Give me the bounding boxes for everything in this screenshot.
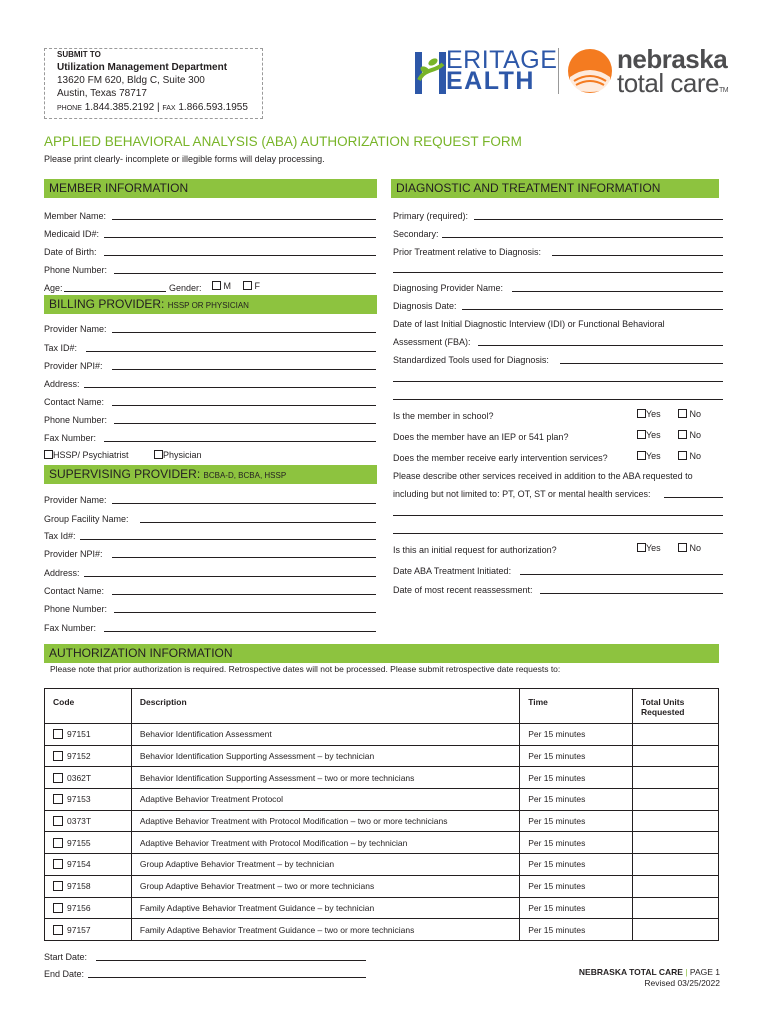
ntc-logo-line-2 — [617, 68, 728, 99]
billing-provider-name-field[interactable] — [112, 332, 376, 333]
iep-no-label: No — [689, 430, 702, 440]
billing-fax-field[interactable] — [104, 441, 376, 442]
idi-field[interactable] — [478, 345, 723, 346]
sup-address-field[interactable] — [84, 576, 376, 577]
time-cell: Per 15 minutes — [520, 724, 633, 746]
description-cell: Behavior Identification Supporting Assessment – two or more technicians — [131, 767, 519, 789]
sup-contact-field[interactable] — [112, 594, 376, 595]
code-cell[interactable] — [45, 875, 132, 897]
reassessment-label: Date of most recent reassessment: — [393, 585, 533, 595]
other-services-field[interactable] — [664, 497, 723, 498]
gender-f-label: F — [254, 281, 261, 291]
footer-org: NEBRASKA TOTAL CARE — [578, 967, 683, 977]
code-value: 97152 — [67, 751, 91, 762]
code-checkbox[interactable] — [53, 925, 63, 935]
footer-org-page — [579, 967, 720, 977]
code-cell[interactable] — [45, 789, 132, 811]
footer-separator: | — [682, 967, 690, 977]
time-cell: Per 15 minutes — [520, 789, 633, 811]
form-subtitle: Please print clearly- incomplete or illegible forms will delay processing. — [44, 154, 325, 164]
sup-group-field[interactable] — [140, 522, 376, 523]
gender-m-label: M — [223, 281, 232, 291]
diag-provider-label: Diagnosing Provider Name: — [393, 283, 504, 293]
ntc-logo-line-2-text: total care — [617, 68, 719, 98]
billing-contact-label: Contact Name: — [44, 397, 105, 407]
submit-address-line-1: 13620 FM 620, Bldg C, Suite 300 — [57, 75, 205, 86]
early-intervention-question: Does the member receive early intervention services? — [393, 453, 608, 463]
billing-provider-name-label: Provider Name: — [44, 324, 107, 334]
other-services-label-1: Please describe other services received in addition to the ABA requested to — [393, 471, 693, 481]
logo-divider — [558, 48, 559, 94]
tools-field-3[interactable] — [393, 399, 723, 400]
gender-m-checkbox[interactable] — [212, 281, 221, 290]
billing-npi-label: Provider NPI#: — [44, 361, 103, 371]
time-cell: Per 15 minutes — [520, 875, 633, 897]
end-date-field[interactable] — [88, 977, 366, 978]
school-no-option[interactable] — [678, 409, 701, 419]
table-header-row — [45, 689, 719, 724]
gender-label: Gender: — [169, 283, 202, 293]
tools-label: Standardized Tools used for Diagnosis: — [393, 355, 549, 365]
authorization-header: AUTHORIZATION INFORMATION — [44, 644, 719, 663]
code-cell[interactable] — [45, 810, 132, 832]
iep-yes-label: Yes — [646, 430, 661, 440]
initial-yes-option[interactable] — [637, 543, 661, 553]
code-value: 97157 — [67, 924, 91, 935]
diagnostic-header: DIAGNOSTIC AND TREATMENT INFORMATION — [391, 179, 719, 198]
initial-yes-checkbox[interactable] — [637, 543, 646, 552]
code-checkbox[interactable] — [53, 816, 63, 826]
medicaid-id-label: Medicaid ID#: — [44, 229, 100, 239]
code-cell[interactable] — [45, 832, 132, 854]
primary-dx-label: Primary (required): — [393, 211, 469, 221]
code-value: 97155 — [67, 837, 91, 848]
sup-address-label: Address: — [44, 568, 80, 578]
footer-page: PAGE 1 — [689, 967, 720, 977]
description-cell: Group Adaptive Behavior Treatment – by technician — [131, 854, 519, 876]
member-phone-field[interactable] — [114, 273, 376, 274]
code-checkbox[interactable] — [53, 751, 63, 761]
secondary-dx-field[interactable] — [442, 237, 723, 238]
age-field[interactable] — [64, 291, 166, 292]
iep-no-checkbox[interactable] — [678, 430, 687, 439]
diag-provider-field[interactable] — [512, 291, 723, 292]
idi-label-line-2: Assessment (FBA): — [393, 337, 471, 347]
code-cell[interactable] — [45, 767, 132, 789]
hssp-checkbox[interactable] — [44, 450, 53, 459]
description-cell: Family Adaptive Behavior Treatment Guidance – two or more technicians — [131, 919, 519, 941]
ntc-logo-line-1: nebraska — [617, 44, 728, 74]
gender-f-checkbox[interactable] — [243, 281, 252, 290]
sup-tax-id-label: Tax Id#: — [44, 531, 76, 541]
gender-f-option[interactable] — [243, 281, 260, 291]
submit-department: Utilization Management Department — [57, 62, 228, 73]
billing-address-field[interactable] — [84, 387, 376, 388]
heritage-logo-top: ERITAGE — [446, 46, 558, 74]
early-no-label: No — [689, 451, 702, 461]
table-row — [45, 767, 719, 789]
billing-type-physician-option[interactable] — [154, 450, 202, 460]
code-cell[interactable] — [45, 854, 132, 876]
billing-phone-field[interactable] — [114, 423, 376, 424]
code-value: 0362T — [67, 772, 92, 783]
billing-npi-field[interactable] — [112, 369, 376, 370]
description-cell: Behavior Identification Assessment — [131, 724, 519, 746]
description-cell: Behavior Identification Supporting Assessment – by technician — [131, 745, 519, 767]
iep-yes-checkbox[interactable] — [637, 430, 646, 439]
billing-provider-header — [44, 295, 377, 314]
early-yes-checkbox[interactable] — [637, 451, 646, 460]
prior-treatment-field-2[interactable] — [393, 272, 723, 273]
phone-number: 1.844.385.2192 — [84, 102, 155, 113]
medicaid-id-field[interactable] — [104, 237, 376, 238]
code-checkbox[interactable] — [53, 838, 63, 848]
early-yes-option[interactable] — [637, 451, 661, 461]
phone-label: PHONE — [57, 105, 82, 112]
billing-tax-id-label: Tax ID#: — [44, 343, 78, 353]
code-cell[interactable] — [45, 897, 132, 919]
physician-checkbox[interactable] — [154, 450, 163, 459]
member-name-label: Member Name: — [44, 211, 107, 221]
table-row — [45, 724, 719, 746]
code-value: 97153 — [67, 794, 91, 805]
tools-field-2[interactable] — [393, 381, 723, 382]
school-no-checkbox[interactable] — [678, 409, 687, 418]
submit-phone-fax — [57, 102, 248, 113]
time-cell: Per 15 minutes — [520, 832, 633, 854]
units-cell[interactable] — [633, 810, 719, 832]
prior-treatment-field[interactable] — [552, 255, 723, 256]
code-cell[interactable] — [45, 724, 132, 746]
school-yes-checkbox[interactable] — [637, 409, 646, 418]
initial-no-checkbox[interactable] — [678, 543, 687, 552]
units-cell[interactable] — [633, 897, 719, 919]
table-row — [45, 789, 719, 811]
code-cell[interactable] — [45, 745, 132, 767]
sup-npi-label: Provider NPI#: — [44, 549, 103, 559]
col-time: Time — [520, 689, 633, 724]
billing-fax-label: Fax Number: — [44, 433, 97, 443]
member-phone-label: Phone Number: — [44, 265, 108, 275]
footer-revised: Revised 03/25/2022 — [644, 978, 720, 988]
hssp-label: HSSP/ Psychiatrist — [53, 450, 129, 460]
primary-dx-field[interactable] — [474, 219, 723, 220]
school-yes-option[interactable] — [637, 409, 661, 419]
units-cell[interactable] — [633, 767, 719, 789]
idi-label-line-1: Date of last Initial Diagnostic Interview (IDI) or Functional Behavioral — [393, 319, 665, 329]
units-cell[interactable] — [633, 832, 719, 854]
table-row — [45, 897, 719, 919]
units-cell[interactable] — [633, 745, 719, 767]
billing-provider-title: BILLING PROVIDER: — [49, 297, 165, 311]
time-cell: Per 15 minutes — [520, 810, 633, 832]
col-description: Description — [131, 689, 519, 724]
form-title: APPLIED BEHAVIORAL ANALYSIS (ABA) AUTHORIZATION REQUEST FORM — [44, 134, 522, 149]
start-date-label: Start Date: — [44, 952, 88, 962]
dob-label: Date of Birth: — [44, 247, 97, 257]
end-date-label: End Date: — [44, 969, 85, 979]
authorization-note: Please note that prior authorization is required. Retrospective dates will not be processed. Please submit retrospective date requests to: — [50, 664, 561, 674]
code-checkbox[interactable] — [53, 859, 63, 869]
heritage-logo-bottom: EALTH — [446, 67, 535, 95]
iep-yes-option[interactable] — [637, 430, 661, 440]
submit-to-title: SUBMIT TO — [57, 50, 101, 59]
code-checkbox[interactable] — [53, 794, 63, 804]
table-row — [45, 832, 719, 854]
billing-tax-id-field[interactable] — [86, 351, 376, 352]
gender-m-option[interactable] — [212, 281, 231, 291]
table-row — [45, 919, 719, 941]
code-cell[interactable] — [45, 919, 132, 941]
diag-date-field[interactable] — [462, 309, 723, 310]
col-total-units — [633, 689, 719, 724]
code-checkbox[interactable] — [53, 903, 63, 913]
billing-phone-label: Phone Number: — [44, 415, 108, 425]
age-label: Age: — [44, 283, 63, 293]
units-cell[interactable] — [633, 724, 719, 746]
supervising-provider-subtitle: BCBA-D, BCBA, HSSP — [203, 471, 287, 480]
sup-fax-label: Fax Number: — [44, 623, 97, 633]
initial-request-question: Is this an initial request for authorization? — [393, 545, 557, 555]
ntc-trademark: TM — [718, 87, 729, 94]
time-cell: Per 15 minutes — [520, 919, 633, 941]
table-row — [45, 854, 719, 876]
table-row — [45, 810, 719, 832]
prior-treatment-label: Prior Treatment relative to Diagnosis: — [393, 247, 542, 257]
time-cell: Per 15 minutes — [520, 854, 633, 876]
description-cell: Adaptive Behavior Treatment with Protocol Modification – two or more technicians — [131, 810, 519, 832]
member-name-field[interactable] — [112, 219, 376, 220]
diag-date-label: Diagnosis Date: — [393, 301, 457, 311]
sup-fax-field[interactable] — [104, 631, 376, 632]
units-cell[interactable] — [633, 919, 719, 941]
early-no-checkbox[interactable] — [678, 451, 687, 460]
units-cell[interactable] — [633, 875, 719, 897]
sup-contact-label: Contact Name: — [44, 586, 105, 596]
description-cell: Family Adaptive Behavior Treatment Guidance – by technician — [131, 897, 519, 919]
school-question: Is the member in school? — [393, 411, 494, 421]
iep-no-option[interactable] — [678, 430, 701, 440]
code-checkbox[interactable] — [53, 729, 63, 739]
other-services-field-2[interactable] — [393, 515, 723, 516]
supervising-provider-title: SUPERVISING PROVIDER: — [49, 467, 201, 481]
time-cell: Per 15 minutes — [520, 897, 633, 919]
initial-yes-label: Yes — [646, 543, 661, 553]
sup-provider-name-field[interactable] — [112, 503, 376, 504]
code-value: 97154 — [67, 859, 91, 870]
sup-tax-id-field[interactable] — [80, 539, 376, 540]
sup-provider-name-label: Provider Name: — [44, 495, 107, 505]
early-no-option[interactable] — [678, 451, 701, 461]
initial-no-option[interactable] — [678, 543, 701, 553]
other-services-label-2: including but not limited to: PT, OT, ST or mental health services: — [393, 489, 651, 499]
table-row — [45, 875, 719, 897]
treatment-initiated-field[interactable] — [520, 574, 723, 575]
iep-question: Does the member have an IEP or 541 plan? — [393, 432, 569, 442]
billing-provider-subtitle: HSSP OR PHYSICIAN — [167, 301, 249, 310]
units-cell[interactable] — [633, 854, 719, 876]
initial-no-label: No — [689, 543, 702, 553]
time-cell: Per 15 minutes — [520, 767, 633, 789]
early-yes-label: Yes — [646, 451, 661, 461]
heritage-health-logo-mark — [413, 50, 449, 96]
billing-type-hssp-option[interactable] — [44, 450, 129, 460]
reassessment-field[interactable] — [540, 593, 723, 594]
sup-group-label: Group Facility Name: — [44, 514, 129, 524]
nebraska-total-care-sun-icon — [566, 47, 614, 95]
code-checkbox[interactable] — [53, 881, 63, 891]
sup-phone-label: Phone Number: — [44, 604, 108, 614]
physician-label: Physician — [163, 450, 202, 460]
tools-field[interactable] — [560, 363, 723, 364]
contact-separator: | — [154, 102, 163, 113]
supervising-provider-header — [44, 465, 377, 484]
table-row — [45, 745, 719, 767]
code-value: 97158 — [67, 881, 91, 892]
start-date-field[interactable] — [96, 960, 366, 961]
fax-label: FAX — [162, 105, 176, 112]
member-information-header: MEMBER INFORMATION — [44, 179, 377, 198]
school-no-label: No — [689, 409, 702, 419]
secondary-dx-label: Secondary: — [393, 229, 439, 239]
dob-field[interactable] — [104, 255, 376, 256]
time-cell: Per 15 minutes — [520, 745, 633, 767]
sup-npi-field[interactable] — [112, 557, 376, 558]
units-cell[interactable] — [633, 789, 719, 811]
description-cell: Adaptive Behavior Treatment with Protocol Modification – by technician — [131, 832, 519, 854]
billing-address-label: Address: — [44, 379, 80, 389]
school-yes-label: Yes — [646, 409, 661, 419]
code-value: 0373T — [67, 816, 92, 827]
other-services-field-3[interactable] — [393, 533, 723, 534]
col-code: Code — [45, 689, 132, 724]
description-cell: Adaptive Behavior Treatment Protocol — [131, 789, 519, 811]
code-value: 97151 — [67, 729, 91, 740]
col-total-units-line-2: Requested — [641, 707, 685, 717]
submit-address-line-2: Austin, Texas 78717 — [57, 88, 147, 99]
description-cell: Group Adaptive Behavior Treatment – two or more technicians — [131, 875, 519, 897]
code-value: 97156 — [67, 902, 91, 913]
treatment-initiated-label: Date ABA Treatment Initiated: — [393, 566, 512, 576]
fax-number: 1.866.593.1955 — [178, 102, 248, 113]
sup-phone-field[interactable] — [114, 612, 376, 613]
col-total-units-line-1: Total Units — [641, 697, 685, 707]
billing-contact-field[interactable] — [112, 405, 376, 406]
code-checkbox[interactable] — [53, 773, 63, 783]
authorization-table — [44, 688, 719, 941]
